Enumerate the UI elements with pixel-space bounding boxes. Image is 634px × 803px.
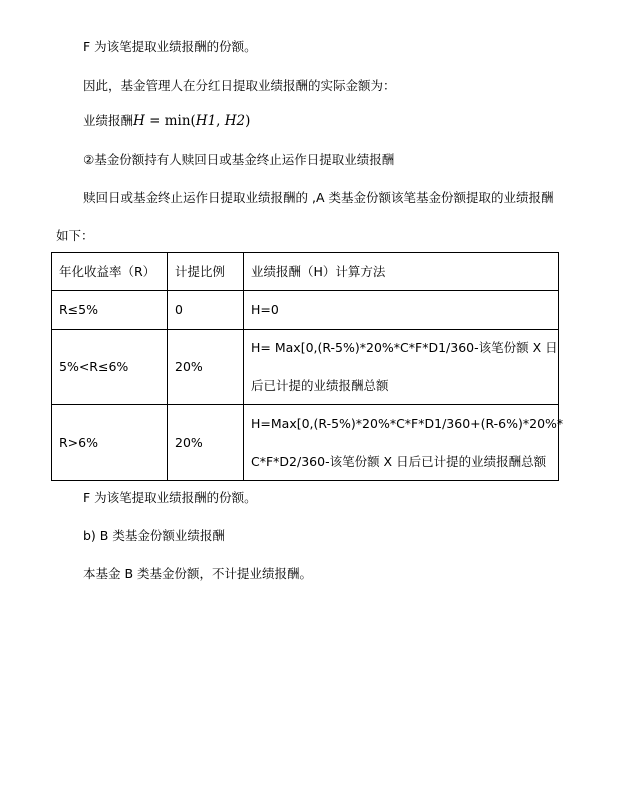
method-line: C*F*D2/360-该笔份额 X 日后已计提的业绩报酬总额 — [251, 453, 547, 469]
section-2-body: 赎回日或基金终止运作日提取业绩报酬的 ,A 类基金份额该笔基金份额提取的业绩报酬 — [83, 190, 554, 205]
table-header-cell: 年化收益率（R） — [52, 253, 168, 291]
rate-cell: 5%<R≤6% — [52, 330, 168, 405]
f-definition-note-2: F 为该笔提取业绩报酬的份额。 — [83, 490, 257, 505]
method-cell — [244, 405, 564, 481]
ratio-cell: 0 — [168, 291, 244, 330]
rate-cell: R>6% — [52, 405, 168, 481]
table-row — [52, 405, 559, 481]
table-header-row — [52, 253, 559, 291]
method-cell — [244, 291, 559, 330]
table-header-cell: 计提比例 — [168, 253, 244, 291]
ratio-cell: 20% — [168, 405, 244, 481]
formula-variable: H — [133, 113, 145, 129]
formula-comma: , — [216, 113, 225, 129]
formula-label: 业绩报酬 — [83, 113, 134, 128]
section-2-title: ②基金份额持有人赎回日或基金终止运作日提取业绩报酬 — [83, 152, 395, 167]
section-2-body-continued: 如下： — [56, 228, 94, 243]
performance-fee-formula — [83, 113, 250, 129]
method-line: H= Max[0,(R-5%)*20%*C*F*D1/360-该笔份额 X 日 — [251, 340, 558, 355]
rate-cell: R≤5% — [52, 291, 168, 330]
formula-close: ) — [245, 113, 251, 129]
method-cell — [244, 330, 559, 405]
therefore-statement: 因此，基金管理人在分红日提取业绩报酬的实际金额为： — [83, 78, 396, 93]
method-line: H=0 — [251, 302, 279, 317]
formula-arg-h1: H1 — [195, 113, 217, 129]
b-class-title: b) B 类基金份额业绩报酬 — [83, 528, 225, 543]
table-header-cell: 业绩报酬（H）计算方法 — [244, 253, 559, 291]
table-row — [52, 330, 559, 405]
b-class-body: 本基金 B 类基金份额，不计提业绩报酬。 — [83, 566, 313, 581]
ratio-cell: 20% — [168, 330, 244, 405]
method-line: 后已计提的业绩报酬总额 — [251, 378, 389, 393]
formula-function: min( — [164, 113, 196, 129]
performance-fee-table — [51, 252, 564, 481]
method-line: H=Max[0,(R-5%)*20%*C*F*D1/360+(R-6%)*20%* — [251, 415, 564, 431]
formula-arg-h2: H2 — [224, 113, 246, 129]
f-definition-note: F 为该笔提取业绩报酬的份额。 — [83, 39, 257, 54]
formula-equals: = — [144, 113, 165, 129]
table-row — [52, 291, 559, 330]
